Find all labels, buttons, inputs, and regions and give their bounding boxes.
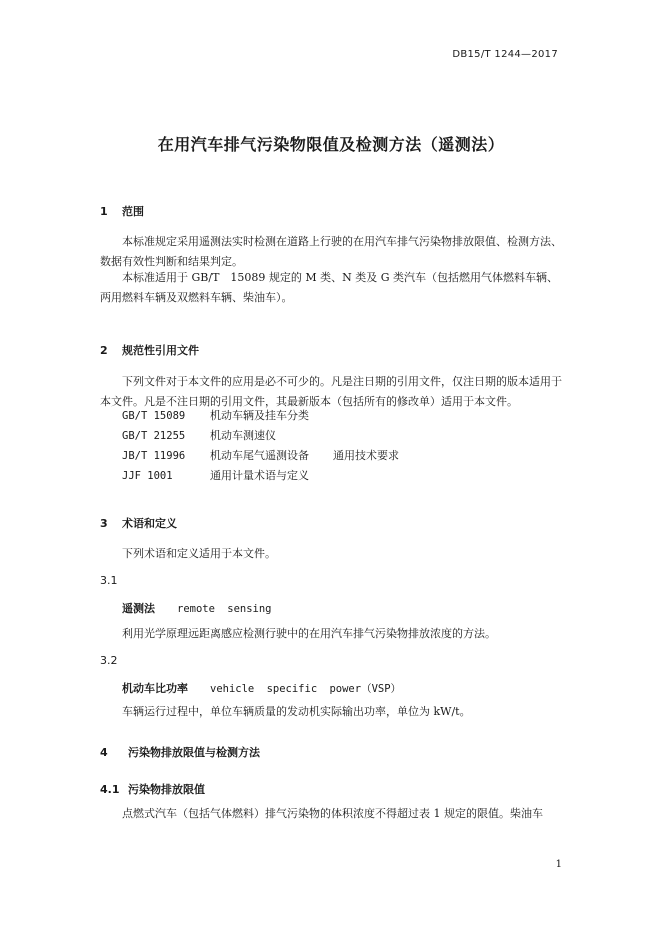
- term-title: [122, 680, 401, 696]
- section-number: 3: [100, 517, 108, 530]
- standard-code: DB15/T 1244—2017: [452, 49, 558, 60]
- section-number: 4: [100, 746, 108, 759]
- term-english: remote sensing: [177, 603, 272, 615]
- term-number: 3.1: [100, 574, 118, 587]
- subsection-4-1-heading: [100, 781, 205, 797]
- reference-code: GB/T 21255: [122, 430, 186, 442]
- section-title: 规范性引用文件: [122, 344, 199, 357]
- section-1-heading: [100, 203, 144, 219]
- section-number: 2: [100, 344, 108, 357]
- reference-code: GB/T 15089: [122, 410, 186, 422]
- reference-name-extra: 通用技术要求: [333, 449, 399, 462]
- section-title: 术语和定义: [122, 517, 177, 530]
- term-chinese: 遥测法: [122, 602, 155, 615]
- subsection-title: 污染物排放限值: [128, 783, 205, 796]
- section-1-paragraph-2: 本标准适用于 GB/T 15089 规定的 M 类、N 类及 G 类汽车（包括燃用气体燃料车辆、两用燃料车辆及双燃料车辆、柴油车）。: [100, 271, 559, 304]
- section-4-heading: [100, 744, 260, 760]
- term-number: 3.2: [100, 654, 118, 667]
- page-title: 在用汽车排气污染物限值及检测方法（遥测法）: [157, 135, 505, 154]
- reference-code: JB/T 11996: [122, 450, 186, 462]
- reference-name: 机动车尾气遥测设备: [210, 449, 309, 462]
- reference-item: [122, 406, 309, 426]
- section-2-heading: [100, 342, 199, 358]
- reference-name: 通用计量术语与定义: [210, 469, 309, 482]
- page-number: 1: [555, 859, 562, 870]
- reference-code: JJF 1001: [122, 470, 173, 482]
- reference-item: [122, 466, 309, 486]
- reference-item: [122, 426, 276, 446]
- section-1-paragraph-1: 本标准规定采用遥测法实时检测在道路上行驶的在用汽车排气污染物排放限值、检测方法、数据有效性判断和结果判定。: [100, 235, 562, 268]
- reference-item: [122, 446, 399, 466]
- section-2-paragraph-1: 下列文件对于本文件的应用是必不可少的。凡是注日期的引用文件，仅注日期的版本适用于本文件。凡是不注日期的引用文件，其最新版本（包括所有的修改单）适用于本文件。: [100, 375, 562, 408]
- section-number: 1: [100, 205, 108, 218]
- term-definition: 车辆运行过程中，单位车辆质量的发动机实际输出功率，单位为 kW/t。: [122, 705, 471, 718]
- reference-name: 机动车测速仪: [210, 429, 276, 442]
- section-3-heading: [100, 515, 177, 531]
- term-chinese: 机动车比功率: [122, 682, 188, 695]
- section-4-paragraph-1: 点燃式汽车（包括气体燃料）排气污染物的体积浓度不得超过表 1 规定的限值。柴油车: [122, 807, 543, 820]
- term-english: vehicle specific power（VSP）: [210, 683, 402, 695]
- term-definition: 利用光学原理远距离感应检测行驶中的在用汽车排气污染物排放浓度的方法。: [122, 627, 496, 640]
- section-title: 范围: [122, 205, 144, 218]
- subsection-number: 4.1: [100, 783, 120, 796]
- section-title: 污染物排放限值与检测方法: [128, 746, 260, 759]
- section-3-intro: 下列术语和定义适用于本文件。: [122, 547, 276, 560]
- term-title: [122, 600, 272, 616]
- reference-name: 机动车辆及挂车分类: [210, 409, 309, 422]
